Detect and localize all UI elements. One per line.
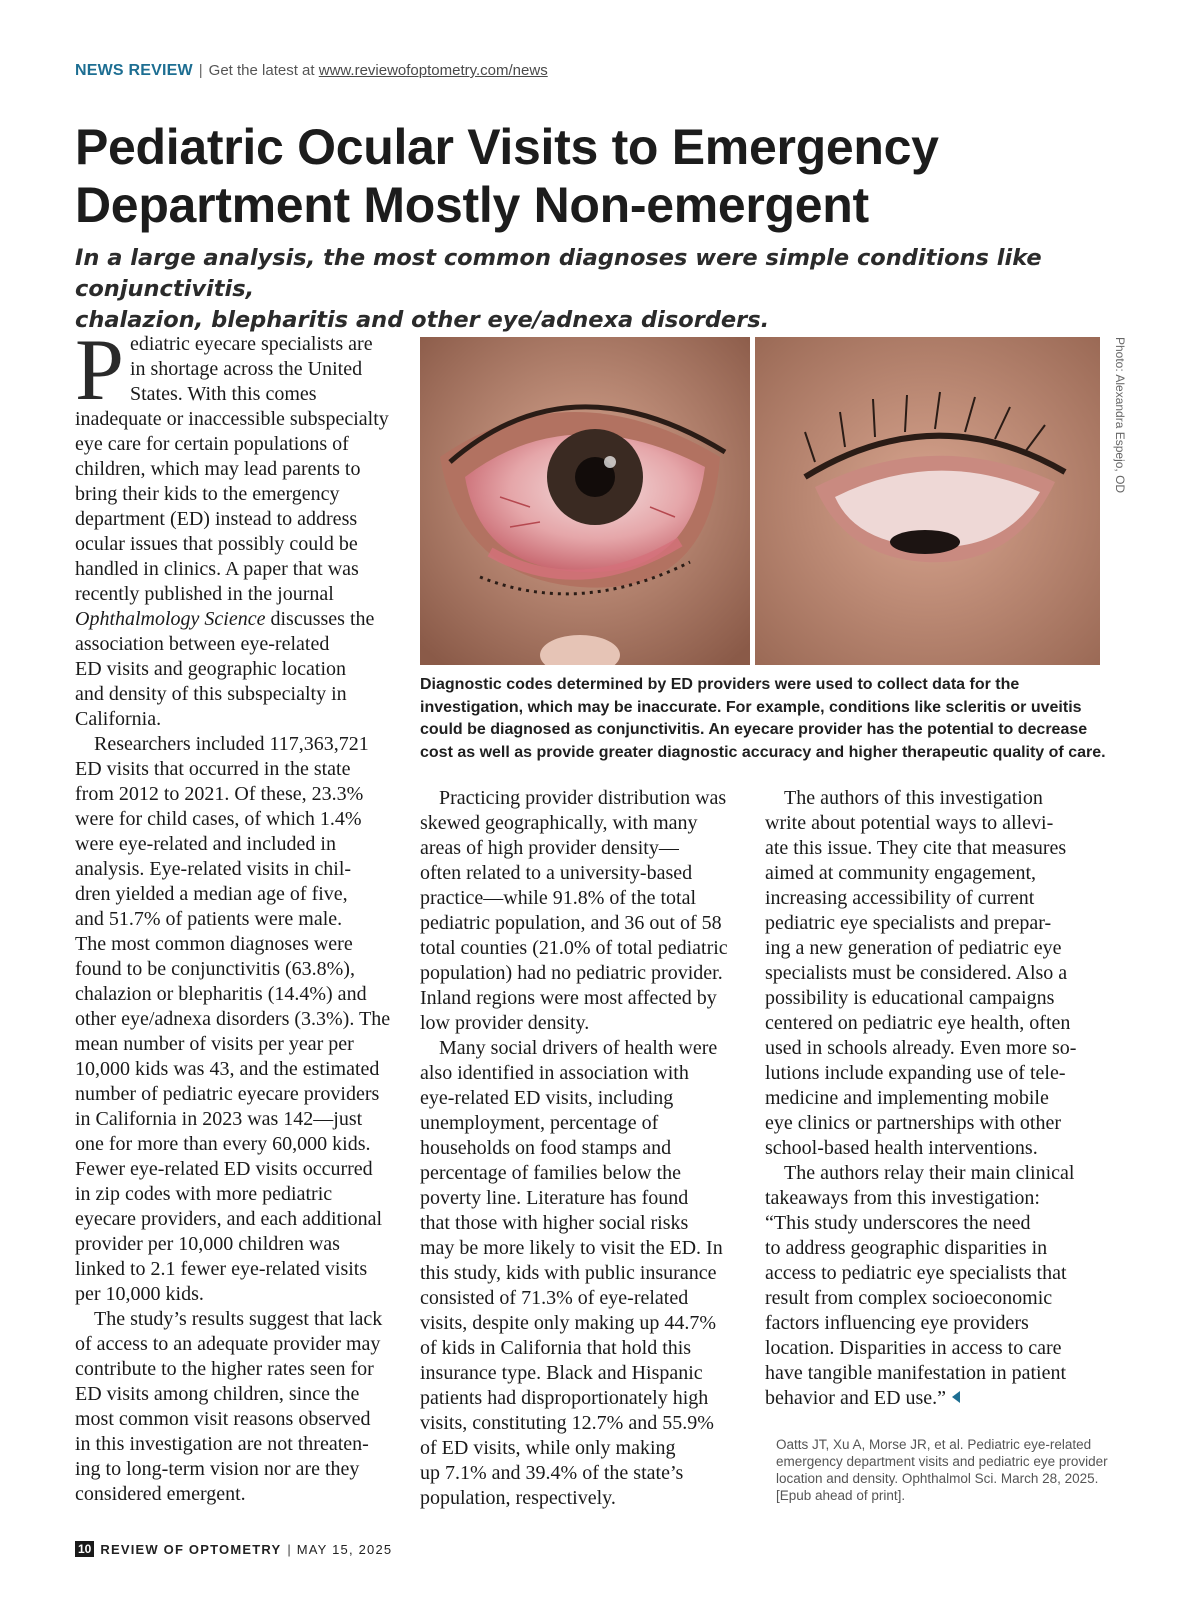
text-line: lutions include expanding use of tele- <box>765 1062 1066 1084</box>
eye-illustration-left <box>420 337 750 665</box>
text-line: that those with higher social risks <box>420 1212 689 1234</box>
text-line: from 2012 to 2021. Of these, 23.3% <box>75 783 364 805</box>
photo-credit-text: Photo: Alexandra Espejo, OD <box>1113 337 1127 494</box>
text-line: States. With this comes <box>129 383 317 405</box>
text-line: analysis. Eye-related visits in chil- <box>75 858 352 880</box>
text-line: insurance type. Black and Hispanic <box>420 1362 703 1384</box>
text-line: contribute to the higher rates seen for <box>75 1358 374 1380</box>
text-line: used in schools already. Even more so- <box>765 1037 1077 1059</box>
text-line: write about potential ways to allevi- <box>765 812 1054 834</box>
text-line: ate this issue. They cite that measures <box>765 837 1067 859</box>
text-line: practice—while 91.8% of the total <box>420 887 697 909</box>
text-line: may be more likely to visit the ED. In <box>420 1237 723 1259</box>
dek-line: In a large analysis, the most common diagnoses were simple conditions like conjunctivitis, <box>75 245 1042 302</box>
text-line: medicine and implementing mobile <box>765 1087 1049 1109</box>
text-line: ED visits and geographic location <box>75 658 347 680</box>
text-line: in shortage across the United <box>129 358 363 380</box>
caption-line: investigation, which may be inaccurate. For example, conditions like scleritis or uveitis <box>420 698 1082 716</box>
text-line: The authors relay their main clinical <box>784 1162 1075 1184</box>
text-line: ocular issues that possibly could be <box>75 533 358 555</box>
text-line: chalazion or blepharitis (14.4%) and <box>75 983 367 1005</box>
text-line: The authors of this investigation <box>784 787 1043 809</box>
page-number: 10 <box>75 1541 94 1557</box>
paragraph-intro <box>75 322 405 732</box>
text-line: population, respectively. <box>420 1487 616 1509</box>
text-line: association between eye-related <box>75 633 330 655</box>
footer-separator: | <box>287 1541 291 1557</box>
photo-inflamed-eye <box>420 337 750 665</box>
text-line: number of pediatric eyecare providers <box>75 1083 380 1105</box>
text-line: centered on pediatric eye health, often <box>765 1012 1071 1034</box>
text-line: possibility is educational campaigns <box>765 987 1055 1009</box>
text-line: Researchers included 117,363,721 <box>94 733 369 755</box>
article-headline <box>75 118 1135 234</box>
photo-eyelid-eye <box>755 337 1100 665</box>
text-line: mean number of visits per year per <box>75 1033 354 1055</box>
article-column-2 <box>420 786 760 1511</box>
text-line: ediatric eyecare specialists are <box>129 333 373 355</box>
text-line: of kids in California that hold this <box>420 1337 692 1359</box>
text-line: population) had no pediatric provider. <box>420 962 723 984</box>
text-line: provider per 10,000 children was <box>75 1233 340 1255</box>
text-line: aimed at community engagement, <box>765 862 1037 884</box>
text-line: consisted of 71.3% of eye-related <box>420 1287 689 1309</box>
text-line: up 7.1% and 39.4% of the state’s <box>420 1462 684 1484</box>
caption-line: could be diagnosed as conjunctivitis. An eyecare provider has the potential to decrease <box>420 721 1088 738</box>
text-line: factors influencing eye providers <box>765 1312 1029 1334</box>
text-line: other eye/adnexa disorders (3.3%). The <box>75 1008 391 1030</box>
issue-date: MAY 15, 2025 <box>296 1541 393 1557</box>
section-label: NEWS REVIEW <box>75 62 193 79</box>
header-separator: | <box>198 62 203 79</box>
text-line: also identified in association with <box>420 1062 689 1084</box>
text-line: this study, kids with public insurance <box>420 1262 717 1284</box>
section-header <box>75 62 548 80</box>
drop-cap: P <box>75 322 124 419</box>
text-line: linked to 2.1 fewer eye-related visits <box>75 1258 368 1280</box>
paragraph <box>420 786 760 1036</box>
dek-line: chalazion, blepharitis and other eye/adnexa disorders. <box>75 307 770 333</box>
end-mark-icon <box>952 1391 960 1403</box>
headline-line: Pediatric Ocular Visits to Emergency <box>75 119 939 175</box>
text-line: visits, constituting 12.7% and 55.9% <box>420 1412 714 1434</box>
reference-line: Oatts JT, Xu A, Morse JR, et al. Pediatric eye-related <box>776 1437 1092 1452</box>
reference-line: emergency department visits and pediatric eye provider <box>776 1454 1108 1469</box>
text-line: pediatric population, and 36 out of 58 <box>420 912 722 934</box>
text-line: in California in 2023 was 142—just <box>75 1108 363 1130</box>
text-line: found to be conjunctivitis (63.8%), <box>75 958 355 980</box>
text-line: households on food stamps and <box>420 1137 672 1159</box>
caption-line: cost as well as provide greater diagnostic accuracy and higher therapeutic quality of care. <box>420 743 1106 761</box>
text-line: school-based health interventions. <box>765 1137 1038 1159</box>
text-line: in this investigation are not threaten- <box>75 1433 369 1455</box>
article-dek <box>75 243 1155 336</box>
text-line: and density of this subspecialty in <box>75 683 347 705</box>
text-line: visits, despite only making up 44.7% <box>420 1312 717 1334</box>
text-line: poverty line. Literature has found <box>420 1187 689 1209</box>
text-line: eye care for certain populations of <box>75 433 349 455</box>
text-line: eye-related ED visits, including <box>420 1087 674 1109</box>
news-link[interactable]: www.reviewofoptometry.com/news <box>318 62 548 79</box>
text-line: The study’s results suggest that lack <box>94 1308 383 1330</box>
text-line: per 10,000 kids. <box>75 1283 204 1305</box>
text-line: ing a new generation of pediatric eye <box>765 937 1062 959</box>
text-line: children, which may lead parents to <box>75 458 361 480</box>
text-line: inadequate or inaccessible subspecialty <box>75 408 389 430</box>
paragraph <box>420 1036 760 1511</box>
photo-credit <box>1113 337 1129 494</box>
header-tagline: Get the latest at <box>208 62 319 79</box>
text-line: unemployment, percentage of <box>420 1112 659 1134</box>
text-line: Practicing provider distribution was <box>439 787 727 809</box>
text-line: ED visits that occurred in the state <box>75 758 351 780</box>
text-line: total counties (21.0% of total pediatric <box>420 937 728 959</box>
text-line: ing to long-term vision nor are they <box>75 1458 360 1480</box>
reference-line: location and density. Ophthalmol Sci. March 28, 2025. <box>776 1471 1099 1486</box>
text-line: Many social drivers of health were <box>439 1037 718 1059</box>
text-line: eye clinics or partnerships with other <box>765 1112 1062 1134</box>
text-line: to address geographic disparities in <box>765 1237 1048 1259</box>
article-column-1 <box>75 322 405 1507</box>
text-line: increasing accessibility of current <box>765 887 1035 909</box>
text-line: low provider density. <box>420 1012 590 1034</box>
text-line: The most common diagnoses were <box>75 933 353 955</box>
text-line: takeaways from this investigation: <box>765 1187 1040 1209</box>
text-line: Inland regions were most affected by <box>420 987 717 1009</box>
paragraph <box>765 786 1115 1161</box>
paragraph <box>75 732 405 1307</box>
journal-name: Ophthalmology Science <box>75 608 266 630</box>
text-line <box>765 1386 1115 1411</box>
text-line: bring their kids to the emergency <box>75 483 340 505</box>
text-line: of ED visits, while only making <box>420 1437 676 1459</box>
text-line: “This study underscores the need <box>765 1212 1031 1234</box>
text-line: patients had disproportionately high <box>420 1387 709 1409</box>
text-line: department (ED) instead to address <box>75 508 358 530</box>
text-line: were eye-related and included in <box>75 833 336 855</box>
text-line: result from complex socioeconomic <box>765 1287 1053 1309</box>
text-line: dren yielded a median age of five, <box>75 883 348 905</box>
text-line: areas of high provider density— <box>420 837 679 859</box>
page-footer <box>75 1541 392 1557</box>
text-line: eyecare providers, and each additional <box>75 1208 383 1230</box>
paragraph <box>75 1307 405 1507</box>
text-line: of access to an adequate provider may <box>75 1333 381 1355</box>
text-line: were for child cases, of which 1.4% <box>75 808 362 830</box>
text-line: recently published in the journal <box>75 583 334 605</box>
text-line: 10,000 kids was 43, and the estimated <box>75 1058 380 1080</box>
text-fragment: behavior and ED use.” <box>765 1387 947 1409</box>
publication-name: REVIEW OF OPTOMETRY <box>100 1541 282 1557</box>
paragraph <box>765 1161 1115 1411</box>
headline-line: Department Mostly Non-emergent <box>75 177 869 233</box>
text-line <box>75 607 405 632</box>
text-line: Fewer eye-related ED visits occurred <box>75 1158 373 1180</box>
text-line: in zip codes with more pediatric <box>75 1183 333 1205</box>
photo-caption <box>420 674 1110 764</box>
caption-line: Diagnostic codes determined by ED providers were used to collect data for the <box>420 676 1020 693</box>
text-line: pediatric eye specialists and prepar- <box>765 912 1052 934</box>
reference-line: [Epub ahead of print]. <box>776 1488 906 1503</box>
text-line: California. <box>75 708 162 730</box>
text-fragment: discusses the <box>265 608 375 630</box>
text-line: skewed geographically, with many <box>420 812 698 834</box>
text-line: location. Disparities in access to care <box>765 1337 1062 1359</box>
reference-citation <box>776 1436 1116 1504</box>
text-line: one for more than every 60,000 kids. <box>75 1133 371 1155</box>
eye-illustration-right <box>755 337 1100 665</box>
text-line: considered emergent. <box>75 1483 246 1505</box>
text-line: most common visit reasons observed <box>75 1408 371 1430</box>
text-line: have tangible manifestation in patient <box>765 1362 1067 1384</box>
article-column-3 <box>765 786 1115 1411</box>
text-line: percentage of families below the <box>420 1162 681 1184</box>
text-line: often related to a university-based <box>420 862 693 884</box>
text-line: specialists must be considered. Also a <box>765 962 1068 984</box>
text-line: and 51.7% of patients were male. <box>75 908 343 930</box>
text-line: handled in clinics. A paper that was <box>75 558 359 580</box>
text-line: ED visits among children, since the <box>75 1383 360 1405</box>
text-line: access to pediatric eye specialists that <box>765 1262 1067 1284</box>
